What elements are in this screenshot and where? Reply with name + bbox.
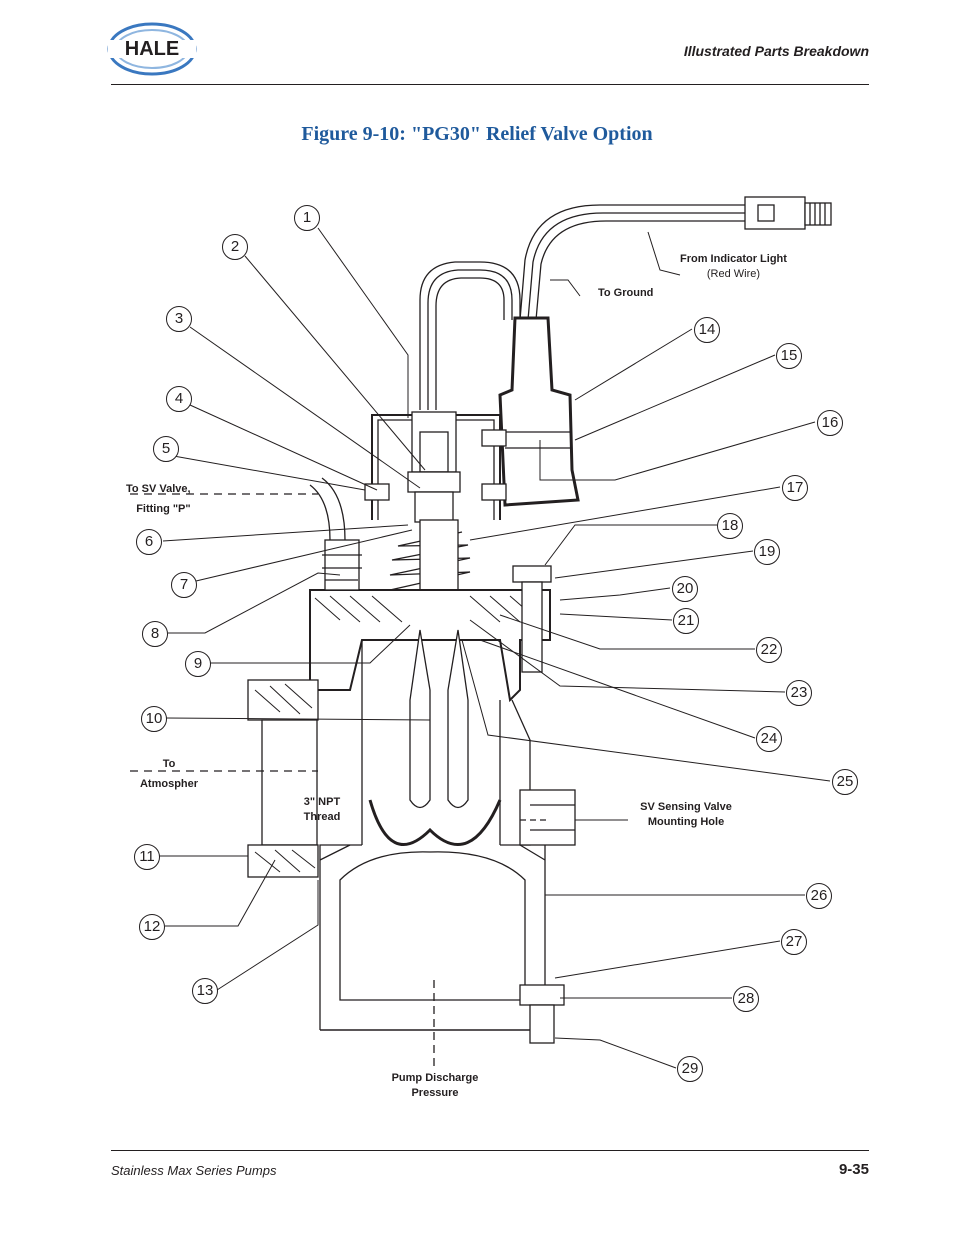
label-sv-sensing-valve: SV Sensing Valve Mounting Hole — [640, 801, 732, 828]
header-title: Illustrated Parts Breakdown — [683, 43, 869, 59]
callout-14: 14 — [694, 317, 720, 343]
callout-27: 27 — [781, 929, 807, 955]
label-to-sv-valve: To SV Valve, Fitting "P" — [126, 483, 191, 515]
callout-12: 12 — [139, 914, 165, 940]
logo-text: HALE — [124, 38, 180, 60]
callout-20: 20 — [672, 576, 698, 602]
figure-title: Figure 9-10: "PG30" Relief Valve Option — [301, 123, 653, 145]
label-npt-thread: 3" NPT Thread — [303, 796, 341, 823]
page-number: 9-35 — [838, 1161, 869, 1178]
footer-rule — [111, 1150, 869, 1151]
callout-3: 3 — [166, 306, 192, 332]
callout-18: 18 — [717, 513, 743, 539]
callout-11: 11 — [134, 844, 160, 870]
callout-22: 22 — [756, 637, 782, 663]
callout-6: 6 — [136, 529, 162, 555]
label-to-atmosphere: To Atmospher — [139, 758, 199, 790]
callout-8: 8 — [142, 621, 168, 647]
callout-5: 5 — [153, 436, 179, 462]
callout-21: 21 — [673, 608, 699, 634]
callout-10: 10 — [141, 706, 167, 732]
callout-4: 4 — [166, 386, 192, 412]
callout-15: 15 — [776, 343, 802, 369]
callout-25: 25 — [832, 769, 858, 795]
callout-23: 23 — [786, 680, 812, 706]
label-pump-discharge: Pump Discharge Pressure — [391, 1072, 479, 1099]
callout-13: 13 — [192, 978, 218, 1004]
callout-24: 24 — [756, 726, 782, 752]
callout-28: 28 — [733, 986, 759, 1012]
callout-26: 26 — [806, 883, 832, 909]
callout-29: 29 — [677, 1056, 703, 1082]
footer-title: Stainless Max Series Pumps — [111, 1163, 277, 1178]
callout-19: 19 — [754, 539, 780, 565]
callout-2: 2 — [222, 234, 248, 260]
callout-1: 1 — [294, 205, 320, 231]
callout-16: 16 — [817, 410, 843, 436]
label-from-indicator-light: From Indicator Light (Red Wire) — [680, 253, 787, 280]
label-to-ground: To Ground — [598, 287, 654, 299]
callout-17: 17 — [782, 475, 808, 501]
callout-9: 9 — [185, 651, 211, 677]
callout-7: 7 — [171, 572, 197, 598]
